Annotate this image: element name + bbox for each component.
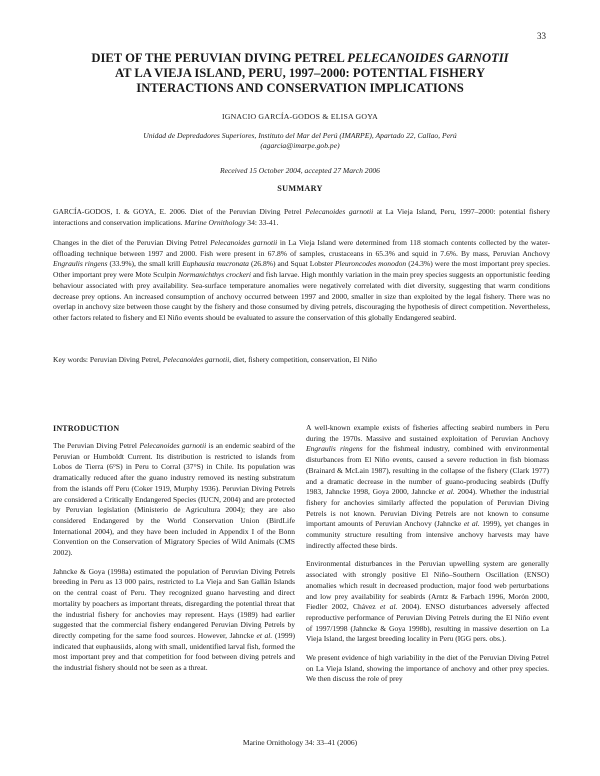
right-paragraph-3: We present evidence of high variability in the diet of the Peruvian Diving Petrel on La Vieja Island, showing the importance of anchovy and other prey species. We then discuss the role of prey — [306, 653, 549, 684]
summary-heading: SUMMARY — [277, 184, 323, 193]
left-column — [53, 441, 295, 674]
right-column — [306, 423, 549, 685]
authors: IGNACIO GARCÍA-GODOS & ELISA GOYA — [221, 112, 379, 121]
title-line-3: INTERACTIONS AND CONSERVATION IMPLICATIONS — [136, 80, 464, 95]
journal-footer: Marine Ornithology 34: 33–41 (2006) — [242, 738, 358, 747]
affiliation-email: (agarcia@imarpe.gob.pe) — [260, 141, 340, 150]
affiliation — [90, 131, 510, 151]
received-dates: Received 15 October 2004, accepted 27 March 2006 — [220, 166, 380, 175]
citation: GARCÍA-GODOS, I. & GOYA, E. 2006. Diet of the Peruvian Diving Petrel Pelecanoides garnotii at La Vieja Island, Peru, 1997–2000: potential fishery interactions and conservation implications. Marine Ornithology 34: 33-41. — [53, 207, 550, 227]
right-paragraph-2: Environmental disturbances in the Peruvian upwelling system are generally associated with strongly positive El Niño–Southern Oscillation (ENSO) anomalies which result in decreased production, major food web perturbations and low prey availability for seabirds (Arntz & Farbach 1996, Morón 2000, Fiedler 2002, Chávez et al. 2004). ENSO disturbances adversely affected reproductive performance of Peruvian Diving Petrels during the El Niño event of 1997/1998 (Jahncke & Goya 1998b), resulting in massive desertion on La Vieja Island, the largest breeding locality in Peru (IGG pers. obs.). — [306, 559, 549, 644]
left-paragraph-2: Jahncke & Goya (1998a) estimated the population of Peruvian Diving Petrels breeding in Peru as 13 000 pairs, restricted to La Vieja and San Gallán Islands on the central coast of Peru. They recognized guano harvesting and direct mortality by poachers as important threats, disregarding the potential threat that the industrial fishery for anchovies may represent. Hays (1989) had earlier suggested that the commercial fishery endangered Peruvian Diving Petrels by directly competing for the same food sources. However, Jahncke et al. (1999) indicated that euphausiids, along with small, unidentified larval fish, formed the most important prey and that competition for food between diving petrels and the industrial fishery should not be seen as a threat. — [53, 566, 295, 673]
introduction-heading: INTRODUCTION — [53, 424, 120, 433]
right-paragraph-1: A well-known example exists of fisheries affecting seabird numbers in Peru during the 1970s. Massive and sustained exploitation of Peruvian Anchovy Engraulis ringens for the fishmeal industry, combined with environmental disturbances from El Niño events, caused a severe reduction in fish biomass (Brainard & McLain 1987), resulting in the collapse of the fishery (Clark 1977) and a dramatic decrease in the number of guano-producing seabirds (Duffy 1983, Jahncke 1998, Goya 2000, Jahncke et al. 2004). Whether the industrial fishery for anchovies similarly affected the population of Peruvian Diving Petrels is not known. Peruvian Diving Petrels are not known to consume important amounts of Peruvian Anchovy (Jahncke et al. 1999), yet changes in community structure resulting from intensive anchovy harvests may have indirectly affected these birds. — [306, 423, 550, 550]
title-line-1: DIET OF THE PERUVIAN DIVING PETREL PELECANOIDES GARNOTII — [91, 51, 509, 65]
left-paragraph-1: The Peruvian Diving Petrel Pelecanoides garnotii is an endemic seabird of the Peruvian or Humboldt Current. Its distribution is restricted to islands from Lobos de Tierra (6°S) in Peru to Corral (37°S) in Chile. Its population was dramatically reduced after the guano industry removed its nesting substratum from the islands off Peru (Coker 1919, Murphy 1936). Peruvian Diving Petrels are considered a Critically Endangered Species (IUCN, 2004) and are protected by Peruvian legislation (Ministerio de Agricultura 2004); they are also considered Endangered by the World Conservation Union (BirdLife International 2004), and they have been included in Appendix I of the Bonn Convention on the Conservation of Migratory Species of Wild Animals (CMS 2002). — [53, 441, 295, 558]
keywords: Key words: Peruvian Diving Petrel, Pelecanoides garnotii, diet, fishery competition, conservation, El Niño — [53, 355, 377, 364]
affiliation-address: Unidad de Depredadores Superiores, Instituto del Mar del Perú (IMARPE), Apartado 22, Callao, Perú — [143, 131, 457, 140]
abstract: Changes in the diet of the Peruvian Diving Petrel Pelecanoides garnotii in La Vieja Island were determined from 118 stomach contents collected by the water-offloading technique between 1997 and 2000. Fish were present in 67.8% of samples, crustaceans in 65.3% and squid in 7.6%. By mass, Peruvian Anchovy Engraulis ringens (33.9%), the small krill Euphausia mucronata (26.8%) and Squat Lobster Pleuroncodes monodon (24.3%) were the most important prey species. Other important prey were Mote Sculpin Normanichthys crockeri and fish larvae. High monthly variation in the main prey species suggests an opportunistic feeding behaviour associated with prey availability. Sea-surface temperature anomalies were negatively correlated with diet diversity, suggesting that warm conditions decrease prey options. An increased consumption of anchovy occurred between 1997 and 2000, smaller in size than exploited by the legal fishery. There was no overlap in anchovy size between those caught by the fishery and those consumed by diving petrels, discouraging the hypothesis of direct competition. Nevertheless, other factors related to fishery and El Niño events should be evaluated to assure the conservation of this globally Endangered seabird. — [53, 238, 550, 322]
page-number: 33 — [537, 31, 546, 41]
title-line-2: AT LA VIEJA ISLAND, PERU, 1997–2000: POTENTIAL FISHERY — [114, 65, 486, 80]
article-title — [40, 51, 560, 95]
